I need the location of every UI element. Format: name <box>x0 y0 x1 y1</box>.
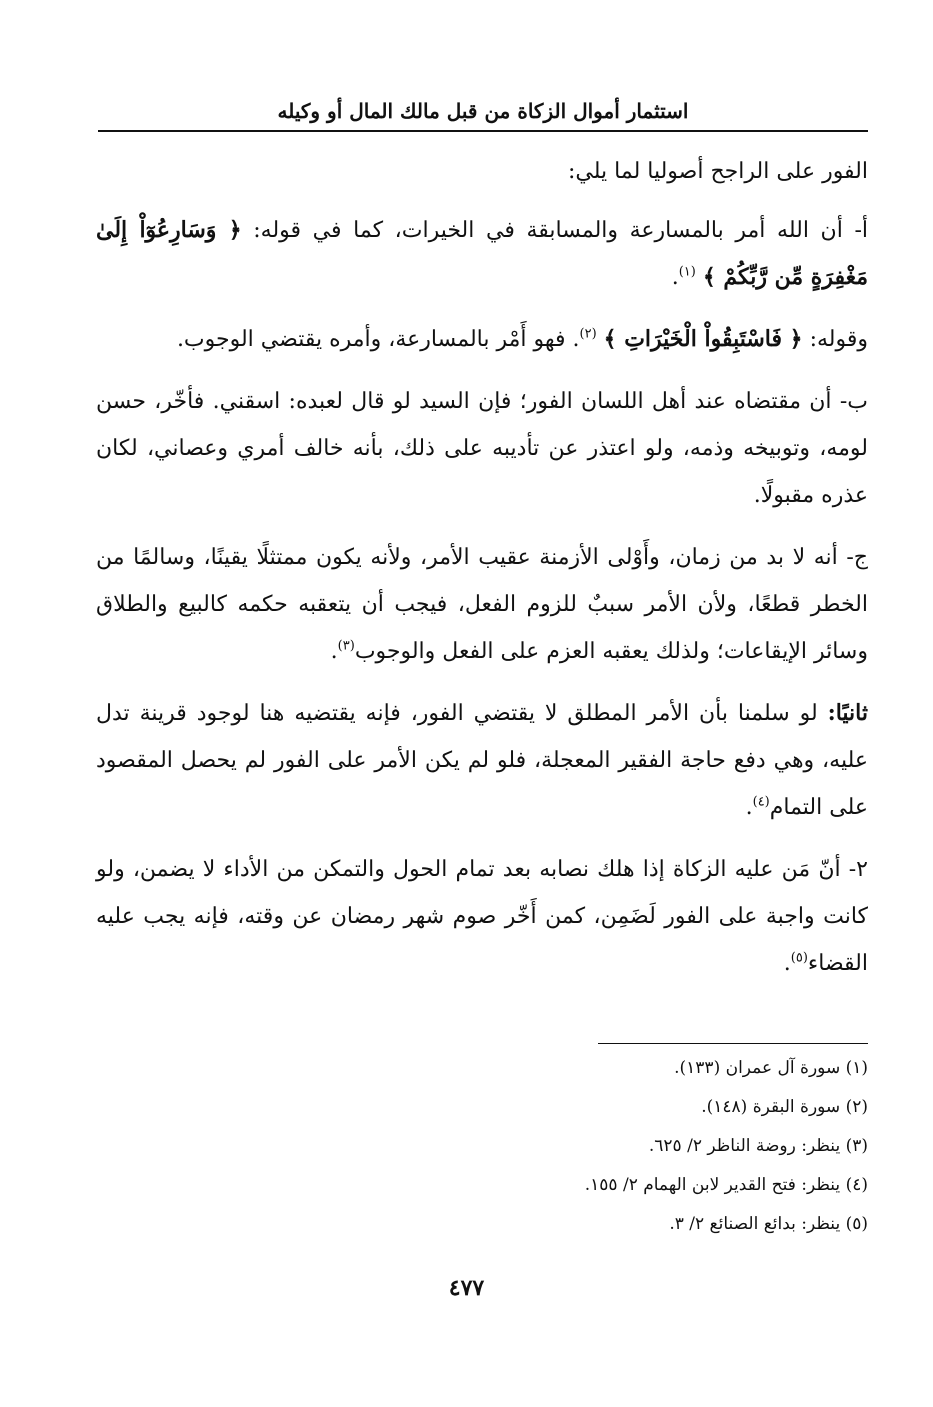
paragraph-a-cont-text: . فهو أَمْر بالمسارعة، وأمره يقتضي الوجوب. <box>176 327 580 352</box>
footnote-ref-5[interactable]: (٥) <box>790 950 808 966</box>
quran-verse-1: ﴿ وَسَارِعُوٓاْ إِلَىٰ مَغْفِرَةٍ مِّن رَّبِّكُمْ ﴾ <box>96 217 868 290</box>
paragraph-intro: الفور على الراجح أصوليا لما يلي: <box>568 159 868 184</box>
footnote-4: (٤) ينظر: فتح القدير لابن الهمام ٢/ ١٥٥. <box>584 1175 868 1195</box>
footnote-ref-3[interactable]: (٣) <box>337 638 355 654</box>
paragraph-b: ب- أن مقتضاه عند أهل اللسان الفور؛ فإن السيد لو قال لعبده: اسقني. فأخّر، حسن لومه، وتوبيخه وذمه، ولو اعتذر عن تأديبه على ذلك، بأنه خالف أمري وعصاني، لكان عذره مقبولًا. <box>96 389 868 508</box>
paragraph-secondly-end: . <box>745 795 753 820</box>
paragraph-2-end: . <box>783 951 791 976</box>
footnote-separator <box>598 1043 868 1044</box>
running-header: استثمار أموال الزكاة من قبل مالك المال أو وكيله <box>277 99 689 123</box>
paragraph-secondly <box>96 690 868 831</box>
main-text <box>96 148 868 1002</box>
page-number: ٤٧٧ <box>448 1275 485 1301</box>
paragraph-secondly-text: لو سلمنا بأن الأمر المطلق لا يقتضي الفور، فإنه يقتضيه هنا لوجود قرينة تدل عليه، وهي دفع حاجة الفقير المعجلة، فلو لم يكن الأمر على الفور لم يحصل المقصود على التمام <box>96 701 868 820</box>
quran-verse-2: ﴿ فَاسْتَبِقُواْ الْخَيْرَاتِ ﴾ <box>603 326 803 352</box>
paragraph-a-cont-lead: وقوله: <box>809 327 868 352</box>
footnote-3: (٣) ينظر: روضة الناظر ٢/ ٦٢٥. <box>648 1136 868 1156</box>
secondly-label: ثانيًا: <box>827 700 868 726</box>
footnote-1: (١) سورة آل عمران (١٣٣). <box>674 1058 868 1078</box>
header-rule <box>98 130 868 132</box>
footnote-5: (٥) ينظر: بدائع الصنائع ٢/ ٣. <box>669 1214 868 1234</box>
paragraph-a-text: أ- أن الله أمر بالمسارعة والمسابقة في الخيرات، كما في قوله: <box>253 218 868 243</box>
footnote-2: (٢) سورة البقرة (١٤٨). <box>701 1097 868 1117</box>
paragraph-2 <box>96 846 868 987</box>
paragraph-c <box>96 534 868 675</box>
paragraph-a-cont <box>96 316 868 363</box>
footnote-ref-2[interactable]: (٢) <box>579 326 597 342</box>
paragraph-c-text: ج- أنه لا بد من زمان، وأَوْلى الأزمنة عقيب الأمر، ولأنه يكون ممتثلًا يقينًا، وسالمًا من الخطر قطعًا، ولأن الأمر سببٌ للزوم الفعل، فيجب أن يتعقبه حكمه كالبيع والطلاق وسائر الإيقاعات؛ ولذلك يعقبه العزم على الفعل والوجوب <box>96 545 868 664</box>
paragraph-a-end: . <box>671 265 679 290</box>
footnote-ref-4[interactable]: (٤) <box>752 794 770 810</box>
footnotes <box>300 1052 868 1247</box>
footnote-ref-1[interactable]: (١) <box>678 264 696 280</box>
paragraph-c-end: . <box>330 639 338 664</box>
paragraph-2-text: ٢- أنّ مَن عليه الزكاة إذا هلك نصابه بعد تمام الحول والتمكن من الأداء لا يضمن، ولو كانت واجبة على الفور لَضَمِن، كمن أَخّر صوم شهر رمضان عن وقته، فإنه يجب عليه القضاء <box>96 857 868 976</box>
paragraph-a <box>96 207 868 301</box>
